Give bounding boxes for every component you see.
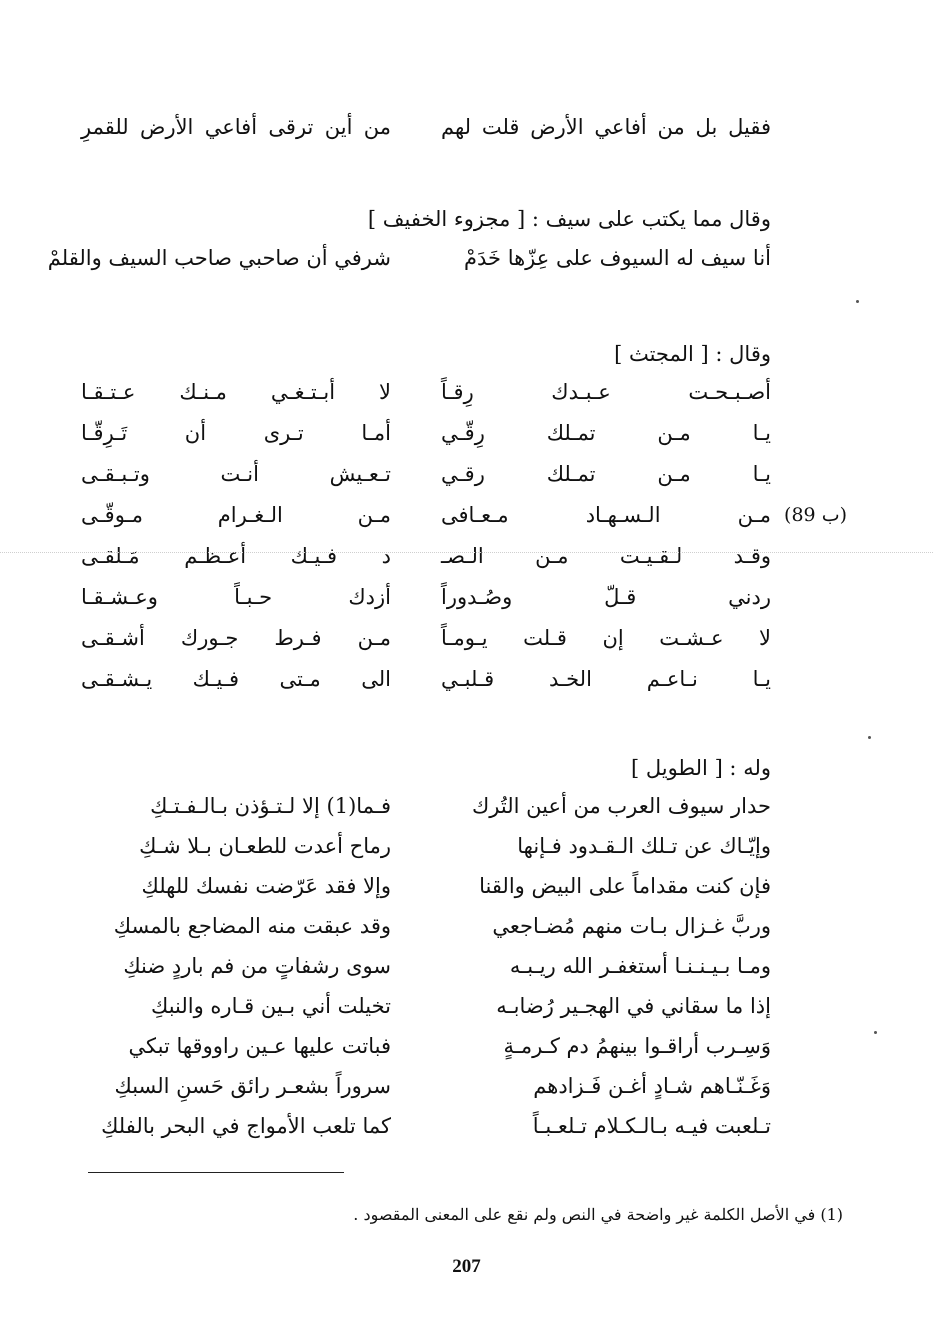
verse-left-hemistich: أزدك حـبـاً وعـشـقـا [81,585,391,609]
verse-left-hemistich: رماح أعدت للطعـان بـلا شـكِ [139,834,391,858]
verse-row [81,986,771,1026]
verse-row [81,866,771,906]
verse-left-hemistich: فباتت عليها عـين راووقها تبكي [128,1034,391,1058]
verse-row [81,454,771,494]
verse-left-hemistich: لا أبـتـغـي مـنـك عـتـقـا [81,380,391,404]
scan-speck [874,1031,877,1034]
verse-row [81,826,771,866]
verse-left-hemistich: فـما(1) إلا لـتـؤذن بـالـفـتـكِ [150,794,391,818]
scan-speck [868,736,871,739]
verse-right-hemistich: تـلعبت فيـه بـالـكـلام تـلعـبـاً [532,1114,771,1138]
footnote: (1) في الأصل الكلمة غير واضحة في النص ولم نقع على المعنى المقصود . [353,1205,843,1224]
verse-row [81,495,771,535]
verse-right-hemistich: فإن كنت مقداماً على البيض والقنا [479,874,771,898]
verse-right-hemistich: وَغَـنّـاهم شـادٍ أغـن فَـزادهم [533,1074,771,1098]
verse-left-hemistich: مـن فـرط جـورك أشـقـى [81,626,391,650]
verse-left-hemistich: أمـا تـرى أن تَـرِقّـا [81,421,391,445]
verse-right-hemistich: حدار سيوف العرب من أعين التُرك [471,794,771,818]
verse-row [81,107,771,147]
margin-folio-note: (89 ب) [784,504,847,526]
verse-left-hemistich: كما تلعب الأمواج في البحر بالفلكِ [101,1114,391,1138]
verse-row [81,413,771,453]
verse-row [81,372,771,412]
verse-row [81,786,771,826]
verse-row [47,238,771,278]
verse-left-hemistich: وقد عبقت منه المضاجع بالمسكِ [113,914,391,938]
verse-left-hemistich: مـن الـغـرام مـوقّـى [81,503,391,527]
verse-left-hemistich: تخيلت أني بـين قـاره والنبكِ [151,994,391,1018]
scan-speck [856,300,859,303]
verse-right-hemistich: يـا نـاعـم الخـد قـلبـي [441,667,771,691]
verse-right-hemistich: يـا مـن تمـلك رِقّـي [441,421,771,445]
verse-row [81,906,771,946]
verse-row [81,946,771,986]
verse-row [81,1066,771,1106]
verse-left-hemistich: الى مـتى فـيـك يـشـقـى [81,667,391,691]
verse-row [81,536,771,576]
verse-right-hemistich: وَسِـرب أراقـوا بينهمُ دم كـرمـةٍ [503,1034,771,1058]
verse-right-hemistich: وإيّـاك عن تـلك الـقـدود فـإنها [517,834,771,858]
verse-right-hemistich: فقيل بل من أفاعي الأرض قلت لهم [441,115,771,139]
verse-left-hemistich: شرفي أن صاحبي صاحب السيف والقلمْ [47,246,391,270]
page-number: 207 [452,1256,481,1277]
verse-row [81,659,771,699]
verse-right-hemistich: لا عـشـت إن قـلت يـومـاً [441,626,771,650]
verse-right-hemistich: مـن الـسـهـاد مـعـافى [441,503,771,527]
verse-left-hemistich: سوى رشفاتٍ من فم باردٍ ضنكِ [123,954,391,978]
footnote-divider [88,1172,344,1173]
verse-row [81,1026,771,1066]
verse-row [81,618,771,658]
verse-right-hemistich: أصـبـحـت عـبـدك رِقـاً [441,380,771,404]
verse-left-hemistich: وإلا فقد عَرّضت نفسك للهلكِ [141,874,391,898]
verse-left-hemistich: من أين ترقى أفاعي الأرض للقمرِ [81,115,391,139]
verse-right-hemistich: ومـا بـيـنـنـا أستغفـر الله ريـبـه [509,954,771,978]
section-heading: وقال مما يكتب على سيف : [ مجزوء الخفيف ] [367,207,771,231]
verse-right-hemistich: وقـد لـقـيـت مـن الـصـ [441,544,771,568]
verse-row [81,577,771,617]
verse-left-hemistich: د فـيـك أعـظـم مَـلقـى [81,544,391,568]
verse-right-hemistich: ردني قـلّ وصُـدوراً [441,585,771,609]
verse-right-hemistich: وربَّ غـزال بـات منهم مُضـاجعي [492,914,771,938]
verse-left-hemistich: سروراً بشعـر رائق حَسنِ السبكِ [114,1074,391,1098]
verse-right-hemistich: إذا ما سقاني في الهجـير رُضابـه [496,994,771,1018]
verse-right-hemistich: أنا سيف له السيوف على عِزّها خَدَمْ [464,246,771,270]
scan-artifact-line [0,552,933,553]
verse-right-hemistich: يـا مـن تمـلك رقـي [441,462,771,486]
verse-left-hemistich: تـعـيش أنـت وتـبـقـى [81,462,391,486]
verse-row [81,1106,771,1146]
section-heading: وله : [ الطويل ] [630,756,771,780]
section-heading: وقال : [ المجتث ] [614,342,771,366]
